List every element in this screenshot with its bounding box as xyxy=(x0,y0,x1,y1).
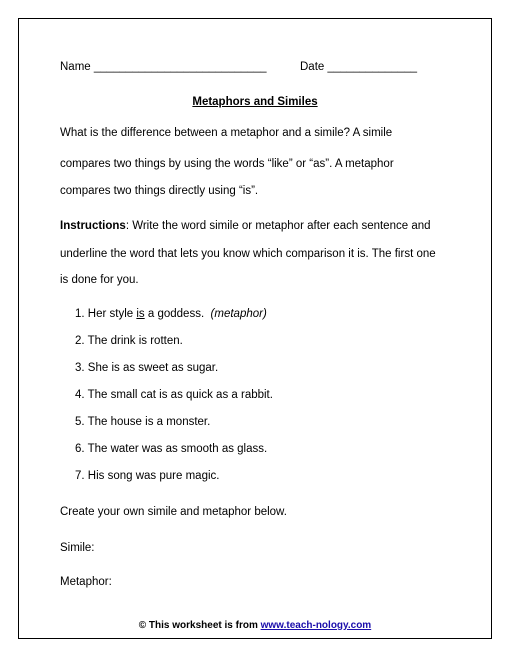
item-text: She is as sweet as sugar. xyxy=(87,362,219,374)
item-number: 2. xyxy=(75,335,85,347)
instructions-label: Instructions xyxy=(60,220,126,232)
item-text-post: a goddess. xyxy=(144,308,211,320)
item-number: 1. xyxy=(75,308,85,320)
name-blank: ___________________________ xyxy=(93,61,267,73)
list-item xyxy=(75,307,267,321)
list-item xyxy=(75,442,267,456)
footer-prefix: © This worksheet is from xyxy=(138,620,261,631)
item-answer: (metaphor) xyxy=(210,308,267,320)
item-underlined-word: is xyxy=(136,308,145,320)
list-item xyxy=(75,334,183,348)
item-number: 7. xyxy=(75,470,85,482)
date-blank: ______________ xyxy=(327,61,418,73)
intro-line-1: What is the difference between a metaphor and a simile? A simile xyxy=(60,127,393,139)
item-number: 3. xyxy=(75,362,85,374)
list-item xyxy=(75,469,219,483)
date-label: Date xyxy=(300,61,325,73)
name-label: Name xyxy=(60,61,91,73)
item-number: 5. xyxy=(75,416,85,428)
item-text: His song was pure magic. xyxy=(87,470,220,482)
list-item xyxy=(75,388,273,402)
simile-label: Simile: xyxy=(60,542,95,554)
list-item xyxy=(75,415,210,429)
item-text: The small cat is as quick as a rabbit. xyxy=(87,389,273,401)
date-field xyxy=(300,60,417,74)
footer-link[interactable]: www.teach-nology.com xyxy=(260,620,372,631)
item-text: The drink is rotten. xyxy=(87,335,183,347)
instructions-text: : Write the word simile or metaphor after each sentence and xyxy=(125,220,431,232)
intro-line-3: compares two things directly using “is”. xyxy=(60,185,259,197)
list-item xyxy=(75,361,218,375)
item-text: The house is a monster. xyxy=(87,416,211,428)
instructions-line-3: is done for you. xyxy=(60,274,139,286)
instructions-line-1 xyxy=(60,219,431,233)
name-field xyxy=(60,60,267,74)
instructions-line-2: underline the word that lets you know which comparison it is. The first one xyxy=(60,248,436,260)
item-text: The water was as smooth as glass. xyxy=(87,443,268,455)
item-number: 6. xyxy=(75,443,85,455)
page-title: Metaphors and Similes xyxy=(192,96,318,108)
create-prompt: Create your own simile and metaphor below. xyxy=(60,506,287,518)
item-number: 4. xyxy=(75,389,85,401)
item-text-pre: Her style xyxy=(87,308,137,320)
intro-line-2: compares two things by using the words “like” or “as”. A metaphor xyxy=(60,158,394,170)
footer xyxy=(0,619,510,633)
metaphor-label: Metaphor: xyxy=(60,576,112,588)
